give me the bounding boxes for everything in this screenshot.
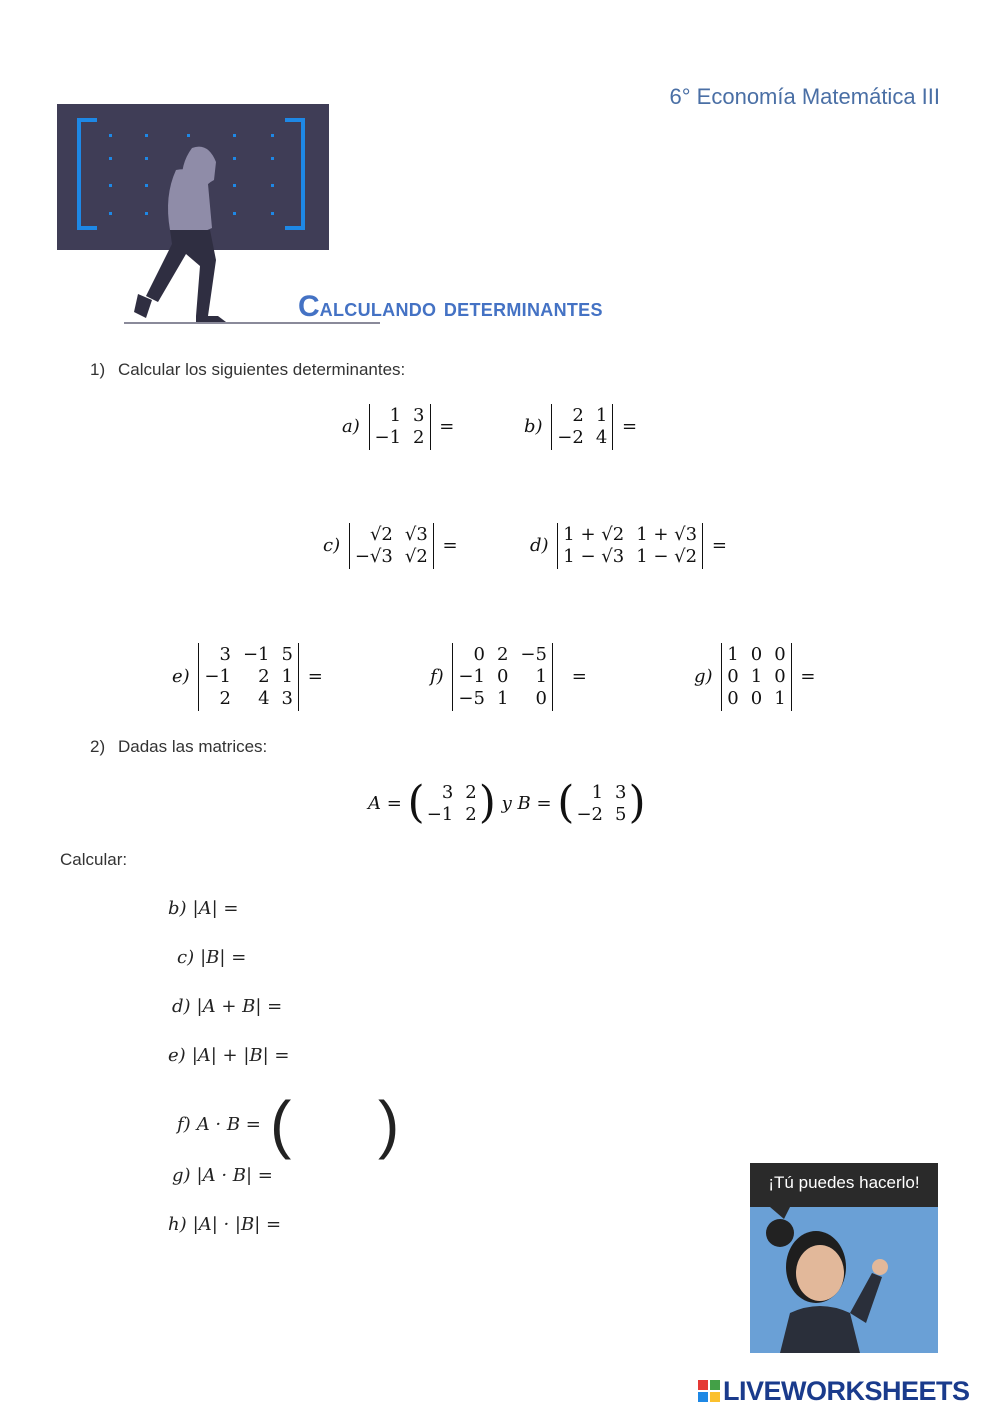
determinant-b: b) 2 1 −2 4 =	[524, 405, 638, 448]
calc-item-h: h) |A| · |B| =	[168, 1214, 282, 1235]
determinant-d: d) 1 + √2 1 + √3 1 − √3 1 − √2 =	[530, 524, 727, 567]
calc-item-d: d) |A + B| =	[172, 996, 283, 1017]
matrices-definition: A = ( 3 2 −1 2 ) y B = ( 1 3 −2 5 )	[368, 777, 646, 828]
page-title: Calculando determinantes	[298, 290, 603, 323]
determinant-g: g) 1 0 0 0 1 0 0 0 1 =	[694, 644, 816, 709]
determinant-a: a) 1 3 −1 2 =	[342, 405, 455, 448]
walking-person-icon	[120, 140, 240, 330]
determinant-c: c) √2 √3 −√3 √2 =	[323, 524, 458, 567]
answer-matrix-left-paren: (	[270, 1088, 292, 1160]
calc-item-f: f) A · B =	[177, 1114, 261, 1135]
cartoon-girl-icon	[750, 1163, 938, 1353]
calc-item-e: e) |A| + |B| =	[168, 1045, 290, 1066]
liveworksheets-icon	[698, 1380, 720, 1402]
determinant-f: f) 0 2 −5 −1 0 1 −5 1 0 =	[430, 644, 587, 709]
calc-item-g: g) |A · B| =	[172, 1165, 273, 1186]
liveworksheets-logo: LIVEWORKSHEETS	[698, 1376, 970, 1407]
calculate-label: Calcular:	[60, 850, 128, 869]
speech-bubble: ¡Tú puedes hacerlo!	[750, 1163, 938, 1207]
question-2: 2) Dadas las matrices:	[90, 737, 268, 756]
calc-item-b: b) |A| =	[168, 898, 239, 919]
determinant-e: e) 3 −1 5 −1 2 1 2 4 3 =	[172, 644, 323, 709]
question-1: 1) Calcular los siguientes determinantes:	[90, 360, 406, 379]
motivational-sticker	[750, 1163, 938, 1353]
answer-matrix-right-paren: )	[378, 1088, 400, 1160]
calc-item-c: c) |B| =	[177, 947, 247, 968]
course-name: 6° Economía Matemática III	[669, 84, 940, 109]
